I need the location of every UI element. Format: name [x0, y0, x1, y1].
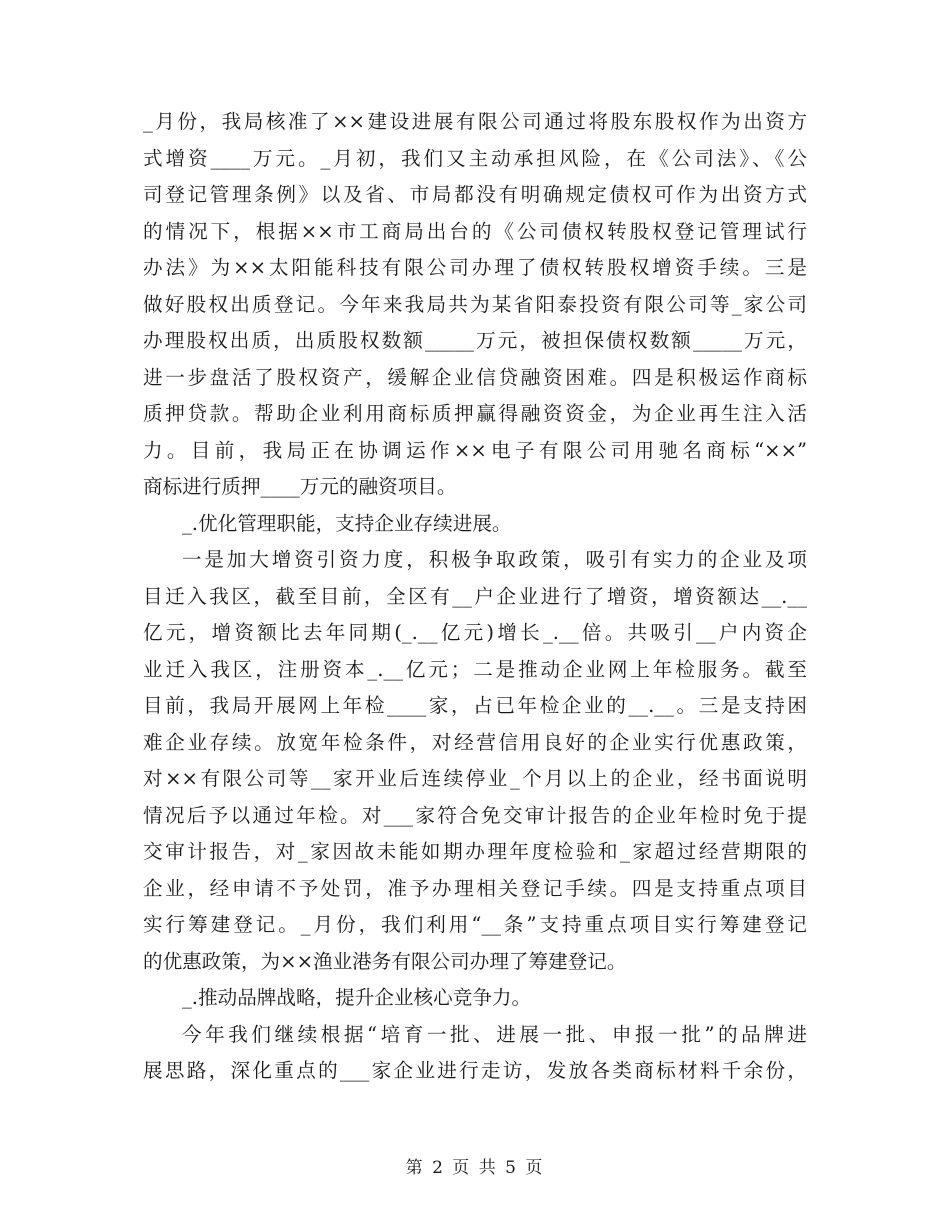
text-line: 一是加大增资引资力度，积极争取政策，吸引有实力的企业及项 — [182, 548, 807, 571]
text-line: 的优惠政策，为××渔业港务有限公司办理了筹建登记。 — [143, 949, 627, 973]
text-line: 司登记管理条例》以及省、市局都没有明确规定债权可作为出资方式 — [143, 183, 807, 206]
text-line: 办法》为××太阳能科技有限公司办理了债权转股权增资手续。三是 — [143, 256, 807, 279]
text-line: 实行筹建登记。_月份，我们利用“__条”支持重点项目实行筹建登记 — [143, 913, 807, 936]
text-line: 情况后予以通过年检。对___家符合免交审计报告的企业年检时免于提 — [143, 803, 807, 827]
text-line: 质押贷款。帮助企业利用商标质押赢得融资资金，为企业再生注入活 — [143, 402, 807, 425]
text-line: 今年我们继续根据“培育一批、进展一批、申报一批”的品牌进 — [182, 1022, 807, 1046]
text-line: 商标进行质押____万元的融资项目。 — [143, 475, 457, 498]
text-line: 难企业存续。放宽年检条件，对经营信用良好的企业实行优惠政策， — [143, 730, 807, 754]
text-line: 的情况下，根据××市工商局出台的《公司债权转股权登记管理试行 — [143, 219, 807, 243]
text-line: 亿元，增资额比去年同期(_.__亿元)增长_.__倍。共吸引__户内资企 — [143, 621, 807, 644]
text-line: 力。目前，我局正在协调运作××电子有限公司用驰名商标“××” — [143, 438, 807, 462]
text-line: 目迁入我区，截至目前，全区有__户企业进行了增资，增资额达__.__ — [143, 584, 807, 608]
text-line: 对××有限公司等__家开业后连续停业_个月以上的企业，经书面说明 — [143, 767, 807, 790]
page-footer: 第 2 页 共 5 页 — [405, 1158, 545, 1178]
text-line: 业迁入我区，注册资本_.__亿元；二是推动企业网上年检服务。截至 — [143, 657, 807, 681]
text-line: 交审计报告，对_家因故未能如期办理年度检验和_家超过经营期限的 — [143, 840, 807, 863]
text-line: 企业，经申请不予处罚，准予办理相关登记手续。四是支持重点项目 — [143, 876, 807, 900]
text-line: 做好股权出质登记。今年来我局共为某省阳泰投资有限公司等_家公司 — [143, 292, 807, 316]
text-line: 目前，我局开展网上年检____家，占已年检企业的__.__。三是支持困 — [143, 694, 807, 717]
body-text — [143, 104, 807, 1090]
text-line: _.优化管理职能，支持企业存续进展。 — [182, 511, 512, 535]
text-line: _.推动品牌战略，提升企业核心竞争力。 — [182, 986, 532, 1009]
text-line: _月份，我局核准了××建设进展有限公司通过将股东股权作为出资方 — [143, 110, 807, 133]
text-line: 式增资____万元。_月初，我们又主动承担风险，在《公司法》、《公 — [143, 146, 807, 170]
text-line: 进一步盘活了股权资产，缓解企业信贷融资困难。四是积极运作商标 — [143, 365, 807, 389]
text-line: 办理股权出质，出质股权数额_____万元，被担保债权数额_____万元， — [143, 329, 807, 352]
text-line: 展思路，深化重点的___家企业进行走访，发放各类商标材料千余份， — [143, 1059, 807, 1082]
